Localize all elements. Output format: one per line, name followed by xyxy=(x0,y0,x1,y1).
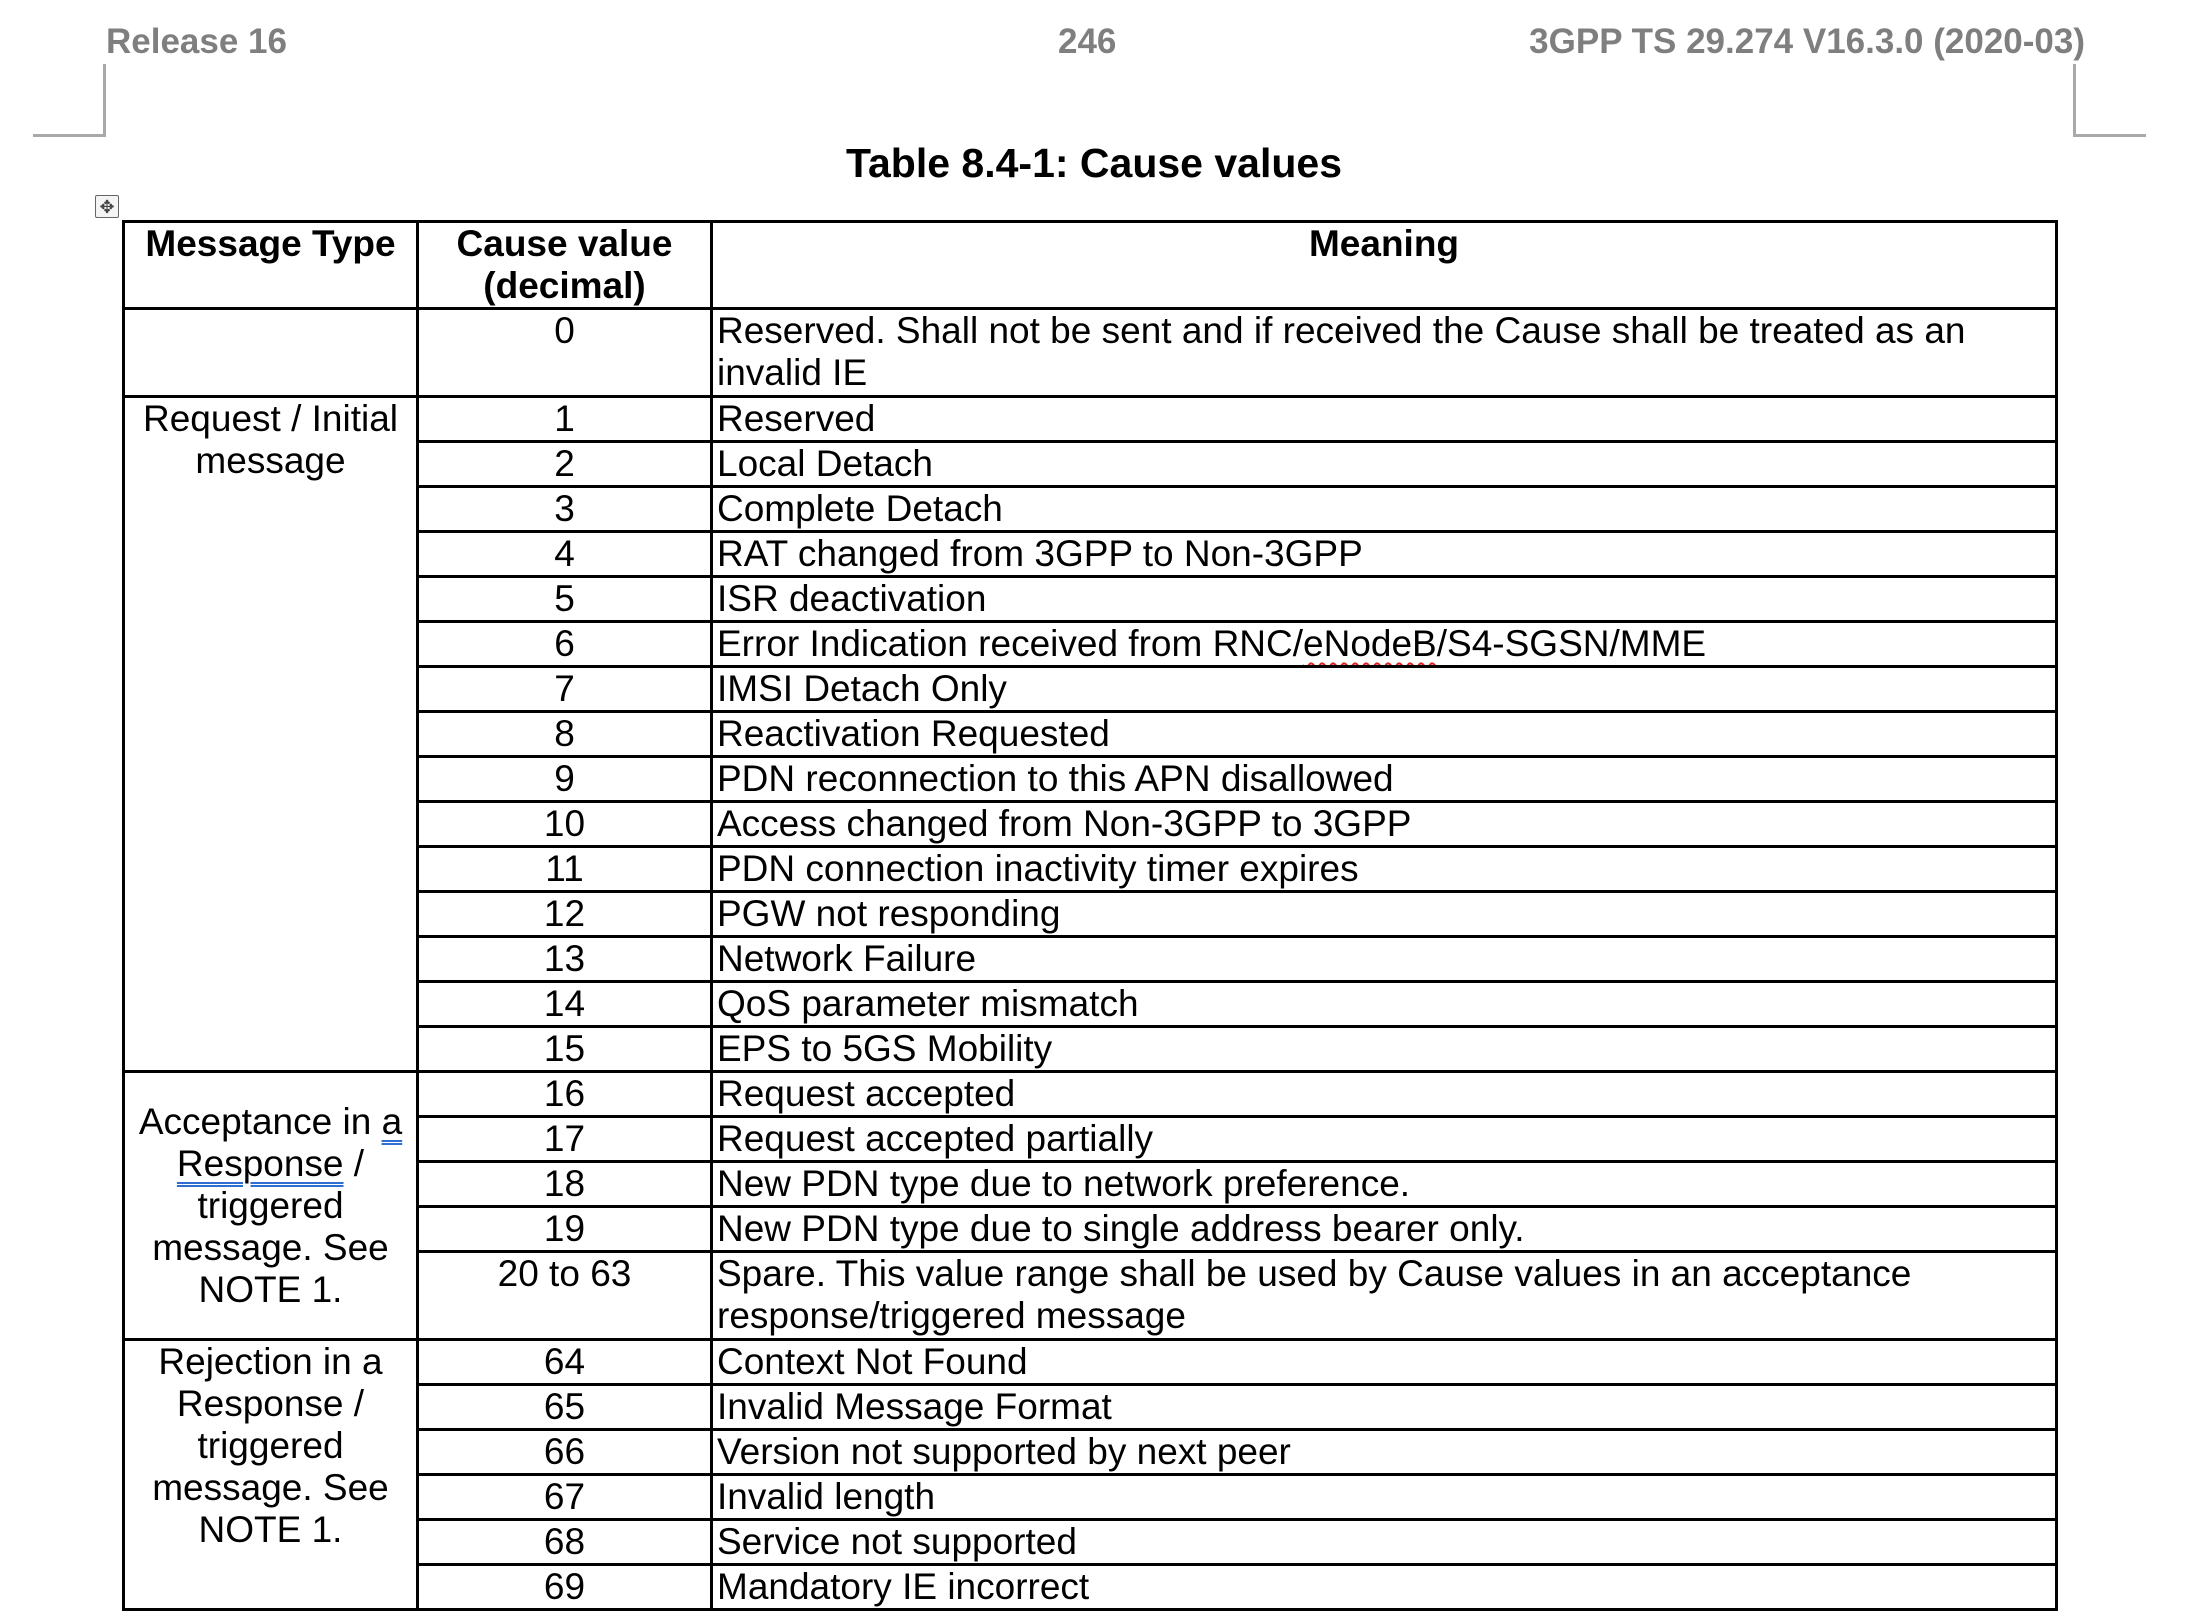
page-header-spec-id: 3GPP TS 29.274 V16.3.0 (2020-03) xyxy=(1529,22,2085,61)
meaning-cell: QoS parameter mismatch xyxy=(712,982,2057,1027)
cause-value-cell: 6 xyxy=(418,622,712,667)
meaning-cell xyxy=(712,622,2057,667)
cause-value-cell: 9 xyxy=(418,757,712,802)
table-row xyxy=(124,1072,2057,1117)
meaning-cell: Spare. This value range shall be used by Cause values in an acceptance response/triggered message xyxy=(712,1252,2057,1340)
cause-value-cell: 5 xyxy=(418,577,712,622)
cause-value-cell: 14 xyxy=(418,982,712,1027)
crop-mark-right xyxy=(2073,64,2146,137)
meaning-cell: Request accepted xyxy=(712,1072,2057,1117)
cause-value-cell: 1 xyxy=(418,397,712,442)
meaning-cell: Mandatory IE incorrect xyxy=(712,1565,2057,1610)
table-header-row xyxy=(124,222,2057,309)
page-number: 246 xyxy=(1058,22,1117,61)
cause-value-cell: 17 xyxy=(418,1117,712,1162)
message-type-cell xyxy=(124,1072,418,1340)
cause-value-cell: 15 xyxy=(418,1027,712,1072)
cause-value-cell: 0 xyxy=(418,309,712,397)
meaning-cell: Local Detach xyxy=(712,442,2057,487)
meaning-cell: ISR deactivation xyxy=(712,577,2057,622)
message-type-text: Acceptance in xyxy=(138,1100,382,1142)
cause-value-cell: 16 xyxy=(418,1072,712,1117)
meaning-cell: IMSI Detach Only xyxy=(712,667,2057,712)
meaning-cell: Reserved xyxy=(712,397,2057,442)
cause-value-cell: 8 xyxy=(418,712,712,757)
cause-value-cell: 66 xyxy=(418,1430,712,1475)
meaning-cell: Context Not Found xyxy=(712,1340,2057,1385)
meaning-cell: Version not supported by next peer xyxy=(712,1430,2057,1475)
meaning-cell: Request accepted partially xyxy=(712,1117,2057,1162)
message-type-cell: Request / Initial message xyxy=(124,397,418,1072)
meaning-cell: EPS to 5GS Mobility xyxy=(712,1027,2057,1072)
grammar-flagged-phrase[interactable]: a Response xyxy=(176,1100,403,1184)
message-type-cell xyxy=(124,309,418,397)
cause-value-cell: 18 xyxy=(418,1162,712,1207)
cause-value-cell: 65 xyxy=(418,1385,712,1430)
cause-value-cell: 68 xyxy=(418,1520,712,1565)
meaning-cell: PGW not responding xyxy=(712,892,2057,937)
table-title: Table 8.4-1: Cause values xyxy=(845,140,1343,186)
cause-value-cell: 64 xyxy=(418,1340,712,1385)
meaning-text: /S4-SGSN/MME xyxy=(1436,623,1707,664)
meaning-cell: Reserved. Shall not be sent and if received the Cause shall be treated as an invalid IE xyxy=(712,309,2057,397)
meaning-cell: PDN connection inactivity timer expires xyxy=(712,847,2057,892)
cause-value-cell: 19 xyxy=(418,1207,712,1252)
column-header-meaning: Meaning xyxy=(712,222,2057,309)
cause-value-cell: 69 xyxy=(418,1565,712,1610)
cause-value-cell: 20 to 63 xyxy=(418,1252,712,1340)
meaning-cell: Complete Detach xyxy=(712,487,2057,532)
cause-values-table xyxy=(122,220,2058,1611)
meaning-cell: Network Failure xyxy=(712,937,2057,982)
cause-value-cell: 4 xyxy=(418,532,712,577)
table-row xyxy=(124,309,2057,397)
meaning-cell: Invalid Message Format xyxy=(712,1385,2057,1430)
meaning-cell: Service not supported xyxy=(712,1520,2057,1565)
message-type-text: / triggered message. See NOTE 1. xyxy=(152,1142,389,1310)
meaning-cell: New PDN type due to network preference. xyxy=(712,1162,2057,1207)
meaning-cell: PDN reconnection to this APN disallowed xyxy=(712,757,2057,802)
cause-value-cell: 10 xyxy=(418,802,712,847)
meaning-cell: Invalid length xyxy=(712,1475,2057,1520)
cause-value-cell: 13 xyxy=(418,937,712,982)
meaning-cell: New PDN type due to single address bearer only. xyxy=(712,1207,2057,1252)
meaning-cell: Access changed from Non-3GPP to 3GPP xyxy=(712,802,2057,847)
meaning-cell: Reactivation Requested xyxy=(712,712,2057,757)
cause-value-cell: 3 xyxy=(418,487,712,532)
cause-value-cell: 67 xyxy=(418,1475,712,1520)
column-header-cause-value: Cause value (decimal) xyxy=(418,222,712,309)
cause-value-cell: 12 xyxy=(418,892,712,937)
cause-value-cell: 2 xyxy=(418,442,712,487)
meaning-cell: RAT changed from 3GPP to Non-3GPP xyxy=(712,532,2057,577)
spellcheck-flagged-word[interactable]: eNodeB xyxy=(1303,623,1437,664)
table-move-handle-icon[interactable]: ✥ xyxy=(95,195,119,218)
cause-value-cell: 11 xyxy=(418,847,712,892)
crop-mark-left xyxy=(33,64,106,137)
table-row xyxy=(124,1340,2057,1385)
meaning-text: Error Indication received from RNC/ xyxy=(717,623,1304,664)
table-row xyxy=(124,397,2057,442)
page-header-release: Release 16 xyxy=(106,22,287,61)
message-type-cell: Rejection in a Response / triggered message. See NOTE 1. xyxy=(124,1340,418,1610)
cause-value-cell: 7 xyxy=(418,667,712,712)
column-header-message-type: Message Type xyxy=(124,222,418,309)
